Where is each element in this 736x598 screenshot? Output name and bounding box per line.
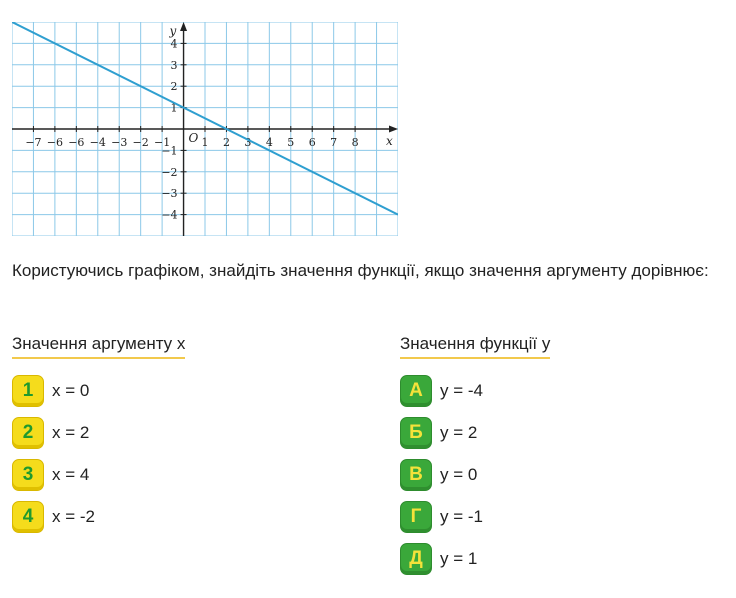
option-badge: 3 (12, 459, 44, 491)
function-graph (12, 22, 398, 236)
x-tick-label: 7 (330, 136, 338, 149)
option-badge: Б (400, 417, 432, 449)
function-option-a[interactable] (400, 375, 483, 407)
y-tick-label: −4 (161, 208, 178, 222)
option-text: x = -2 (52, 507, 95, 526)
function-option-h[interactable] (400, 501, 483, 533)
task-prompt: Користуючись графіком, знайдіть значення функції, якщо значення аргументу дорівнює: (12, 261, 709, 280)
y-axis-label: y (169, 24, 177, 38)
x-tick-label: 6 (308, 136, 316, 149)
x-tick-label: 4 (265, 136, 273, 149)
option-badge: 4 (12, 501, 44, 533)
x-tick-label: −3 (111, 136, 128, 149)
x-tick-label: 2 (222, 136, 230, 149)
argument-column-title: Значення аргументу x (12, 333, 185, 359)
function-option-v[interactable] (400, 459, 477, 491)
option-text: y = 0 (440, 465, 478, 484)
y-axis-arrow (180, 22, 187, 31)
option-badge: 1 (12, 375, 44, 407)
x-tick-label: −6 (68, 136, 85, 149)
x-tick-label: −4 (89, 136, 106, 149)
y-tick-label: 3 (170, 58, 178, 72)
option-text: y = -4 (440, 381, 483, 400)
y-tick-label: −1 (161, 144, 178, 158)
x-axis-arrow (389, 126, 398, 133)
function-column-title: Значення функції y (400, 333, 550, 359)
function-option-b[interactable] (400, 417, 477, 449)
option-text: y = -1 (440, 507, 483, 526)
function-option-d[interactable] (400, 543, 477, 575)
option-badge: Г (400, 501, 432, 533)
argument-option-2[interactable] (12, 417, 89, 449)
option-text: y = 2 (440, 423, 478, 442)
x-tick-label: 5 (287, 136, 295, 149)
option-text: y = 1 (440, 549, 478, 568)
argument-option-4[interactable] (12, 501, 95, 533)
origin-label: O (188, 131, 199, 145)
option-badge: Д (400, 543, 432, 575)
y-tick-label: −2 (161, 165, 178, 179)
y-tick-label: 1 (170, 101, 178, 115)
x-tick-label: −7 (25, 136, 42, 149)
x-tick-label: 8 (351, 136, 359, 149)
option-badge: В (400, 459, 432, 491)
option-badge: А (400, 375, 432, 407)
y-tick-label: 4 (170, 37, 178, 51)
option-text: x = 4 (52, 465, 90, 484)
x-tick-label: 1 (201, 136, 209, 149)
argument-option-3[interactable] (12, 459, 89, 491)
y-tick-label: −3 (161, 187, 178, 201)
x-tick-label: −2 (132, 136, 149, 149)
x-tick-label: −1 (154, 136, 171, 149)
argument-option-1[interactable] (12, 375, 89, 407)
option-text: x = 2 (52, 423, 90, 442)
y-tick-label: 2 (170, 80, 178, 94)
option-text: x = 0 (52, 381, 90, 400)
x-tick-label: −6 (46, 136, 63, 149)
option-badge: 2 (12, 417, 44, 449)
tick-labels (25, 24, 393, 222)
x-tick-label: 3 (244, 136, 252, 149)
x-axis-label: x (386, 134, 393, 148)
